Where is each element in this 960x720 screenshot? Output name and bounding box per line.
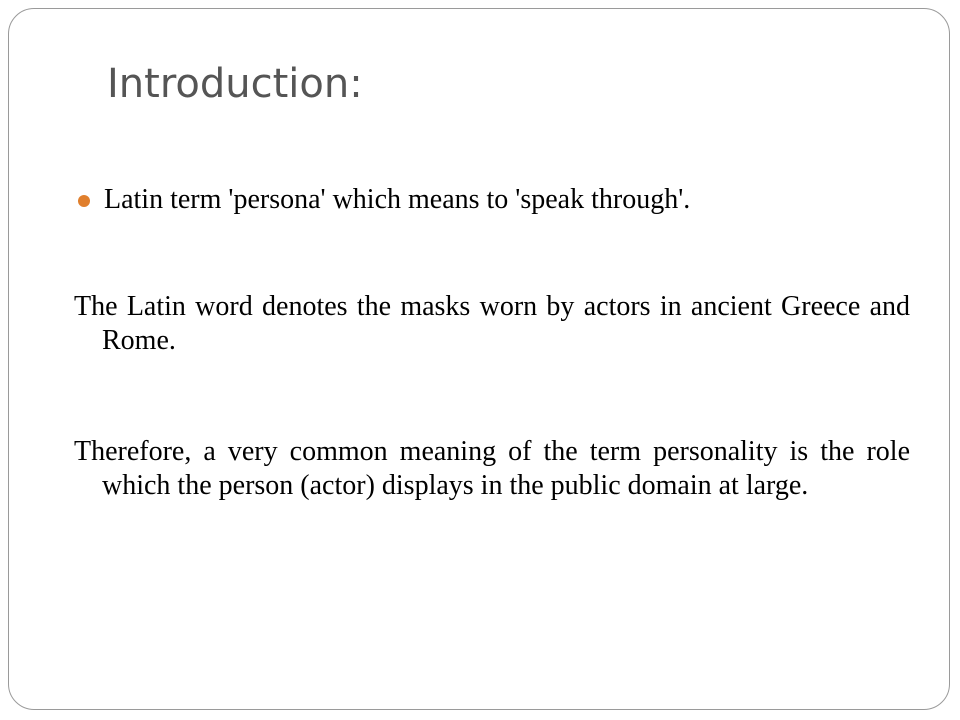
paragraph-masks: The Latin word denotes the masks worn by actors in ancient Greece and Rome.: [74, 291, 910, 356]
paragraph-personality: Therefore, a very common meaning of the term personality is the role which the person (actor) displays in the public domain at large.: [74, 436, 910, 501]
slide-frame: [8, 8, 950, 710]
bullet-item: [78, 183, 908, 217]
slide-title: Introduction:: [107, 61, 363, 107]
bullet-dot-icon: [78, 195, 90, 207]
bullet-text: Latin term 'persona' which means to 'speak through'.: [104, 184, 691, 215]
